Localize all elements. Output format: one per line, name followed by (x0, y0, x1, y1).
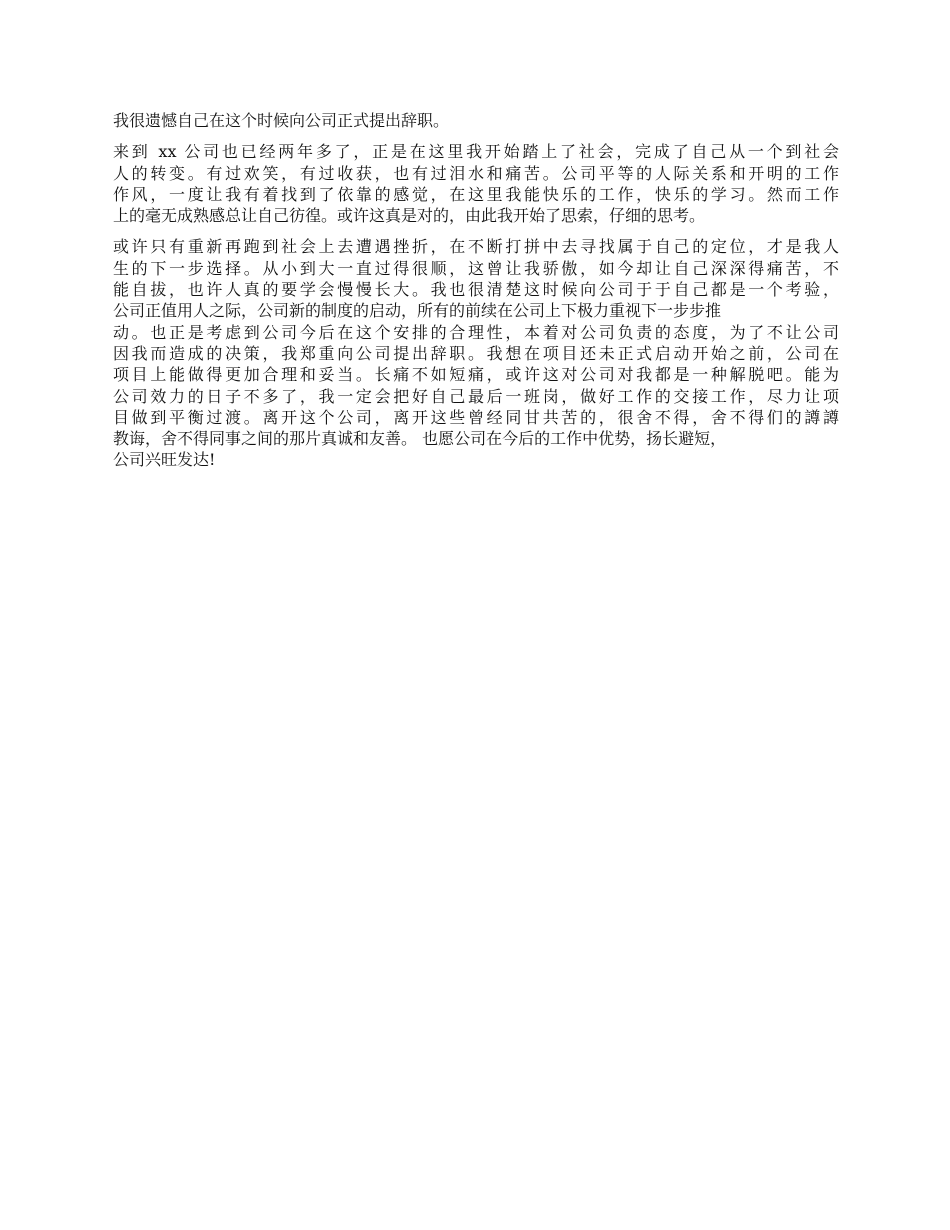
text-line: 生的下一步选择。从小到大一直过得很顺，这曾让我骄傲，如今却让自己深深得痛苦，不 (113, 258, 839, 278)
text-line: 能自拔，也许人真的要学会慢慢长大。我也很清楚这时候向公司于于自己都是一个考验， (113, 280, 839, 300)
text-line: 人的转变。有过欢笑，有过收获，也有过泪水和痛苦。公司平等的人际关系和开明的工作 (113, 163, 839, 183)
paragraph-2 (113, 141, 839, 226)
document-page (113, 110, 839, 481)
text-line: 教诲，舍不得同事之间的那片真诚和友善。 也愿公司在今后的工作中优势，扬长避短， (113, 429, 727, 449)
paragraph-1 (113, 110, 839, 131)
text-line: 或许只有重新再跑到社会上去遭遇挫折，在不断打拼中去寻找属于自己的定位，才是我人 (113, 237, 839, 257)
text-line: 我很遗憾自己在这个时候向公司正式提出辞职。 (113, 111, 450, 130)
text-line: 项目上能做得更加合理和妥当。长痛不如短痛，或许这对公司对我都是一种解脱吧。能为 (113, 365, 839, 385)
text-line: 作风，一度让我有着找到了依靠的感觉，在这里我能快乐的工作，快乐的学习。然而工作 (113, 184, 839, 204)
text-line: 动。也正是考虑到公司今后在这个安排的合理性，本着对公司负责的态度，为了不让公司 (113, 322, 839, 342)
text-line: 上的毫无成熟感总让自己彷徨。或许这真是对的，由此我开始了思索，仔细的思考。 (113, 206, 706, 226)
text-line: 来到 xx 公司也已经两年多了，正是在这里我开始踏上了社会，完成了自己从一个到社会 (113, 142, 839, 162)
text-line: 公司效力的日子不多了，我一定会把好自己最后一班岗，做好工作的交接工作，尽力让项 (113, 386, 839, 406)
text-line: 公司正值用人之际，公司新的制度的启动，所有的前续在公司上下极力重视下一步步推 (113, 301, 722, 321)
text-line: 公司兴旺发达! (113, 450, 216, 470)
paragraph-3 (113, 236, 839, 470)
text-line: 目做到平衡过渡。离开这个公司，离开这些曾经同甘共苦的，很舍不得，舍不得们的譐譐 (113, 407, 839, 427)
text-line: 因我而造成的决策，我郑重向公司提出辞职。我想在项目还未正式启动开始之前，公司在 (113, 343, 839, 363)
